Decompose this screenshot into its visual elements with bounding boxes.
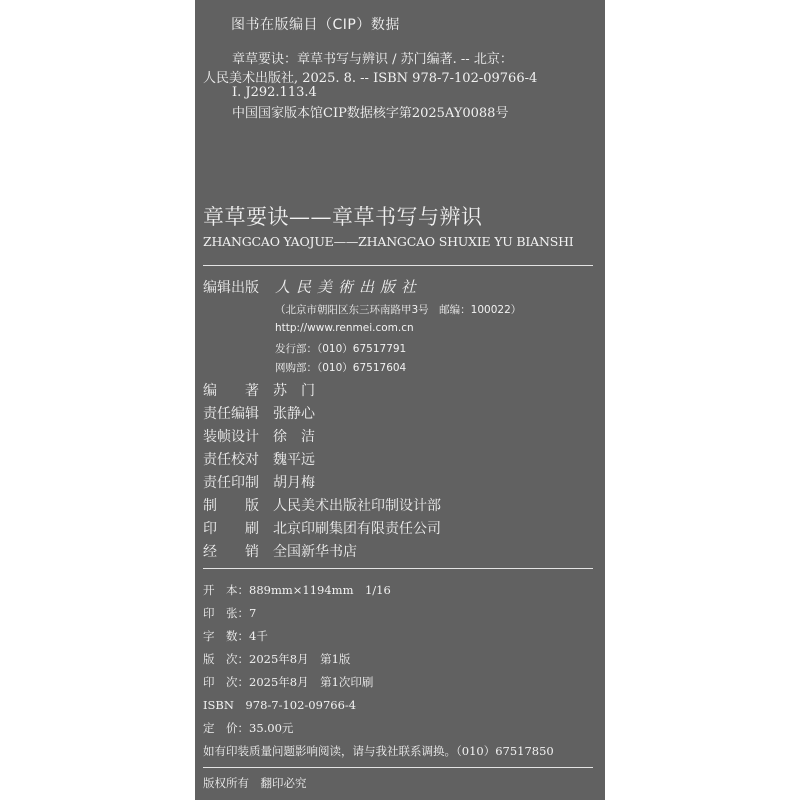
credit-value: 苏 门 [273,383,315,399]
credit-row-printer [203,518,441,538]
credit-row-proofreader [203,449,315,469]
publisher-logo [275,276,422,297]
credit-row-plate-making [203,495,441,515]
credit-label: 印 刷 [203,521,259,537]
credit-row-author [203,380,315,400]
publisher-label: 编辑出版 [203,280,259,296]
spec-price: 定 价：35.00元 [203,721,294,735]
cip-line-1: 章草要诀：章草书写与辨识 / 苏门编著. -- 北京： [232,52,513,67]
credit-value: 全国新华书店 [273,544,357,560]
divider [203,568,593,569]
cip-header: 图书在版编目（CIP）数据 [231,17,400,33]
credit-value: 徐 洁 [273,429,315,445]
book-title-english: ZHANGCAO YAOJUE——ZHANGCAO SHUXIE YU BIANSHI [203,234,574,249]
credit-label: 责任印制 [203,475,259,491]
divider [203,265,593,266]
distribution-phone: 发行部：（010）67517791 [275,343,407,355]
cip-line-3: Ⅰ. J292.113.4 [232,85,317,100]
spec-sheets: 印 张：7 [203,606,257,620]
spec-isbn: ISBN 978-7-102-09766-4 [203,698,357,712]
publisher-logo-text: 人民美術出版社 [275,278,423,296]
credit-label: 编 著 [203,383,259,399]
credit-value: 人民美术出版社印制设计部 [273,498,441,514]
publisher-address: （北京市朝阳区东三环南路甲3号 邮编：100022） [275,304,522,316]
spec-format: 开 本：889mm×1194mm 1/16 [203,583,391,597]
cip-line-4: 中国国家版本馆CIP数据核字第2025AY0088号 [232,106,509,121]
spec-quality-notice: 如有印装质量问题影响阅读，请与我社联系调换。（010）67517850 [203,744,554,758]
spec-printing: 印 次：2025年8月 第1次印刷 [203,675,374,689]
spec-word-count: 字 数：4千 [203,629,268,643]
spec-edition: 版 次：2025年8月 第1版 [203,652,351,666]
credit-label: 责任编辑 [203,406,259,422]
copyright-page-panel [195,0,605,800]
publisher-url: http://www.renmei.com.cn [275,322,414,334]
credit-label: 经 销 [203,544,259,560]
credit-value: 魏平远 [273,452,315,468]
cip-line-2: 人民美术出版社, 2025. 8. -- ISBN 978-7-102-09766-4 [203,71,538,86]
credit-value: 北京印刷集团有限责任公司 [273,521,441,537]
rights-notice: 版权所有 翻印必究 [203,776,307,790]
divider [203,767,593,768]
credit-row-distributor [203,541,357,561]
credit-label: 责任校对 [203,452,259,468]
credit-value: 张静心 [273,406,315,422]
online-sales-phone: 网购部：（010）67517604 [275,362,407,374]
credit-label: 装帧设计 [203,429,259,445]
credit-row-print-supervisor [203,472,315,492]
credit-row-editor [203,403,315,423]
credit-value: 胡月梅 [273,475,315,491]
book-title: 章草要诀——章草书写与辨识 [203,205,483,229]
credit-label: 制 版 [203,498,259,514]
credit-row-design [203,426,315,446]
